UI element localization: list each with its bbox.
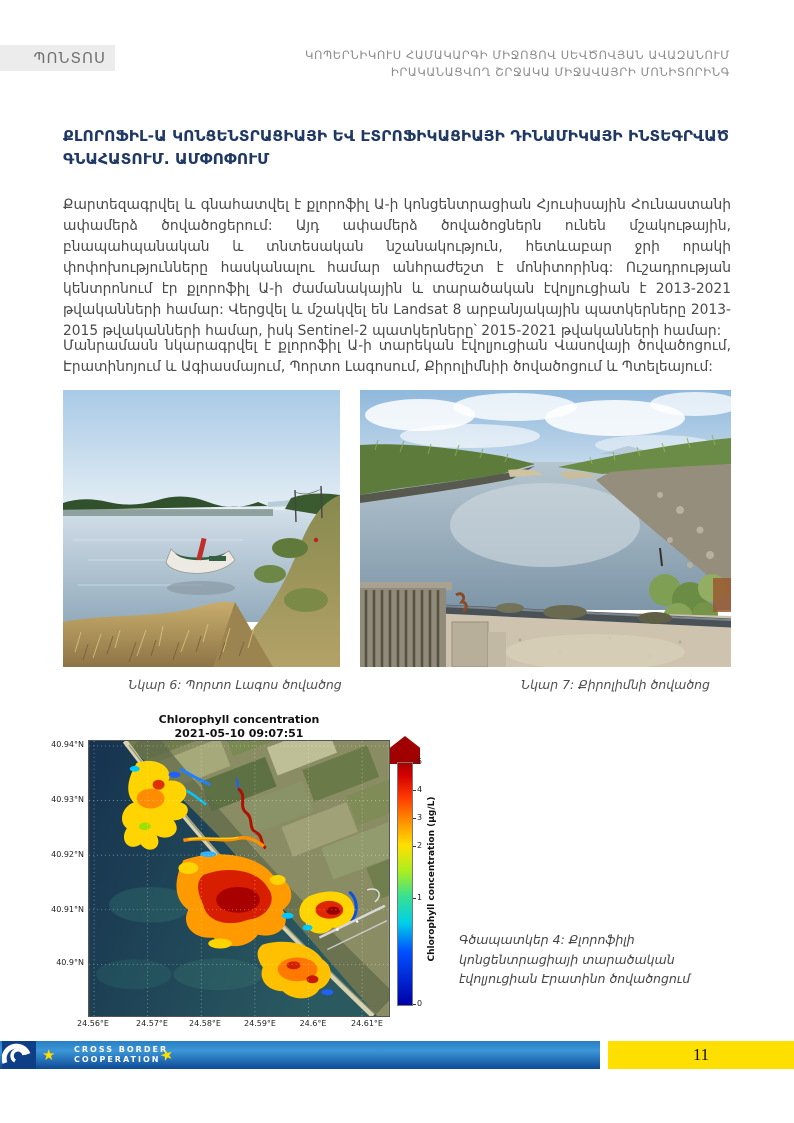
colorbar-gradient <box>397 762 413 1006</box>
lat-tick: 40.92°N <box>51 850 84 859</box>
header-title-line2: ԻՐԱԿԱՆԱՑՎՈՂ ՇՐՋԱԿԱ ՄԻՋԱՎԱՅՐԻ ՄՈՆԻՏՈՐԻՆԳ <box>390 65 730 79</box>
lat-tick: 40.93°N <box>51 795 84 804</box>
colorbar-tick: 5 <box>417 757 423 766</box>
colorbar-tick-mark <box>413 818 416 819</box>
pontos-logo-box <box>0 45 115 71</box>
photo-kirolimni <box>360 390 731 667</box>
map-subtitle: 2021-05-10 09:07:51 <box>174 726 304 740</box>
colorbar-tick-mark <box>413 1004 416 1005</box>
lon-tick: 24.56°E <box>77 1019 109 1028</box>
footer-org-line1: CROSS BORDER <box>74 1045 169 1054</box>
photo-left-caption: Նկար 6: Պորտո Լագոս ծովածոց <box>128 677 342 692</box>
chlorophyll-map-image <box>89 741 389 1016</box>
colorbar-tick: 3 <box>417 813 423 822</box>
lat-tick: 40.94°N <box>51 740 84 749</box>
lon-tick: 24.57°E <box>136 1019 168 1028</box>
paragraph-summary: Քարտեզագրվել և գնահատվել է քլորոֆիլ Ա-ի կոնցենտրացիան Հյուսիսային Հունաստանի ափամերձ ծովածոցերում: Այդ ափամերձ ծովածոցներն ունեն մշակութային, բնապահպանական և տնտեսական նշանակություն, հետևաբար ջրի որակի փոփոխությունները հասկանալու համար անհրաժեշտ է մոնիտորինգ: Ուշադրության կենտրոնում էր քլորոֆիլ Ա-ի ժամանակային և տարածական էվոլյուցիան է 2013-2021 թվականների համար: Վերցվել և մշակվել են Landsat 8 արբանյակային պատկերները 2013-2015 թվականների համար, իսկ Sentinel-2 պատկերները՝ 2015-2021 թվականների համար: <box>63 196 731 339</box>
photo-kirolimni-image <box>360 390 731 667</box>
pontos-logo-text: ՊՈՆՏՈՍ <box>33 49 106 67</box>
lat-tick: 40.91°N <box>51 905 84 914</box>
colorbar-tick-mark <box>413 898 416 899</box>
colorbar-tick: 2 <box>417 841 423 850</box>
colorbar-tick: 0 <box>417 999 423 1008</box>
star-icon: ★ <box>157 1044 176 1066</box>
lon-tick: 24.61°E <box>351 1019 383 1028</box>
map-title: Chlorophyll concentration <box>158 713 320 726</box>
chlorophyll-map <box>88 740 390 1017</box>
colorbar-tick: 1 <box>417 893 423 902</box>
colorbar-tick-mark <box>413 790 416 791</box>
colorbar-label: Chlorophyll concentration (μg/L) <box>427 796 437 962</box>
paragraph-lagoons: Մանրամասն նկարագրվել է քլորոֆիլ Ա-ի տարեկան էվոլյուցիան Վասովայի ծովածոցում, Էրատինոյում և Ագիասմայում, Պորտո Լագոսում, Քիրոլիմնիի ծովածոցում և Պտելեայում: <box>63 337 731 375</box>
footer-org-line2: COOPERATION <box>74 1055 161 1064</box>
star-icon: ★ <box>42 1046 56 1064</box>
lon-tick: 24.6°E <box>299 1019 327 1028</box>
page-number: 11 <box>692 1045 710 1064</box>
photo-porto-lagos-image <box>63 390 340 667</box>
pontos-swirl-icon <box>2 1041 36 1069</box>
lon-tick: 24.58°E <box>189 1019 221 1028</box>
lat-tick: 40.9°N <box>56 958 84 967</box>
section-title <box>63 125 733 171</box>
lon-tick: 24.59°E <box>244 1019 276 1028</box>
header-title-line1: ԿՈՊԵՐՆԻԿՈՒՍ ՀԱՄԱԿԱՐԳԻ ՄԻՋՈՑՈՎ ՍԵՎԾՈՎՅԱՆ ԱՎԱԶԱՆՈՒՄ <box>304 48 730 62</box>
colorbar-tick: 4 <box>417 785 423 794</box>
map-title-block <box>88 713 390 740</box>
photo-porto-lagos <box>63 390 340 667</box>
section-title-line1: ՔԼՈՐՈՖԻԼ-Ա ԿՈՆՑԵՆՏՐԱՑԻԱՅԻ ԵՎ ԷՏՐՈՖԻԿԱՑԻԱՅԻ ԴԻՆԱՄԻԿԱՅԻ ԻՆՏԵԳՐՎԱԾ <box>63 127 729 145</box>
colorbar-tick-mark <box>413 762 416 763</box>
footer-org-text <box>74 1045 168 1065</box>
footer-band <box>0 1041 600 1069</box>
photo-right-caption: Նկար 7: Քիրոլիմնի ծովածոց <box>521 677 710 692</box>
map-caption: Գծապատկեր 4: Քլորոֆիլի կոնցենտրացիայի տարածական էվոլյուցիան Էրատինո ծովածոցում <box>459 932 691 986</box>
colorbar-tick-mark <box>413 846 416 847</box>
header-title <box>200 47 730 81</box>
section-title-line2: ԳՆԱՀԱՏՈՒՄ. ԱՄՓՈՓՈՒՄ <box>63 150 270 168</box>
page-number-block <box>608 1041 794 1069</box>
colorbar-arrow <box>390 736 423 766</box>
